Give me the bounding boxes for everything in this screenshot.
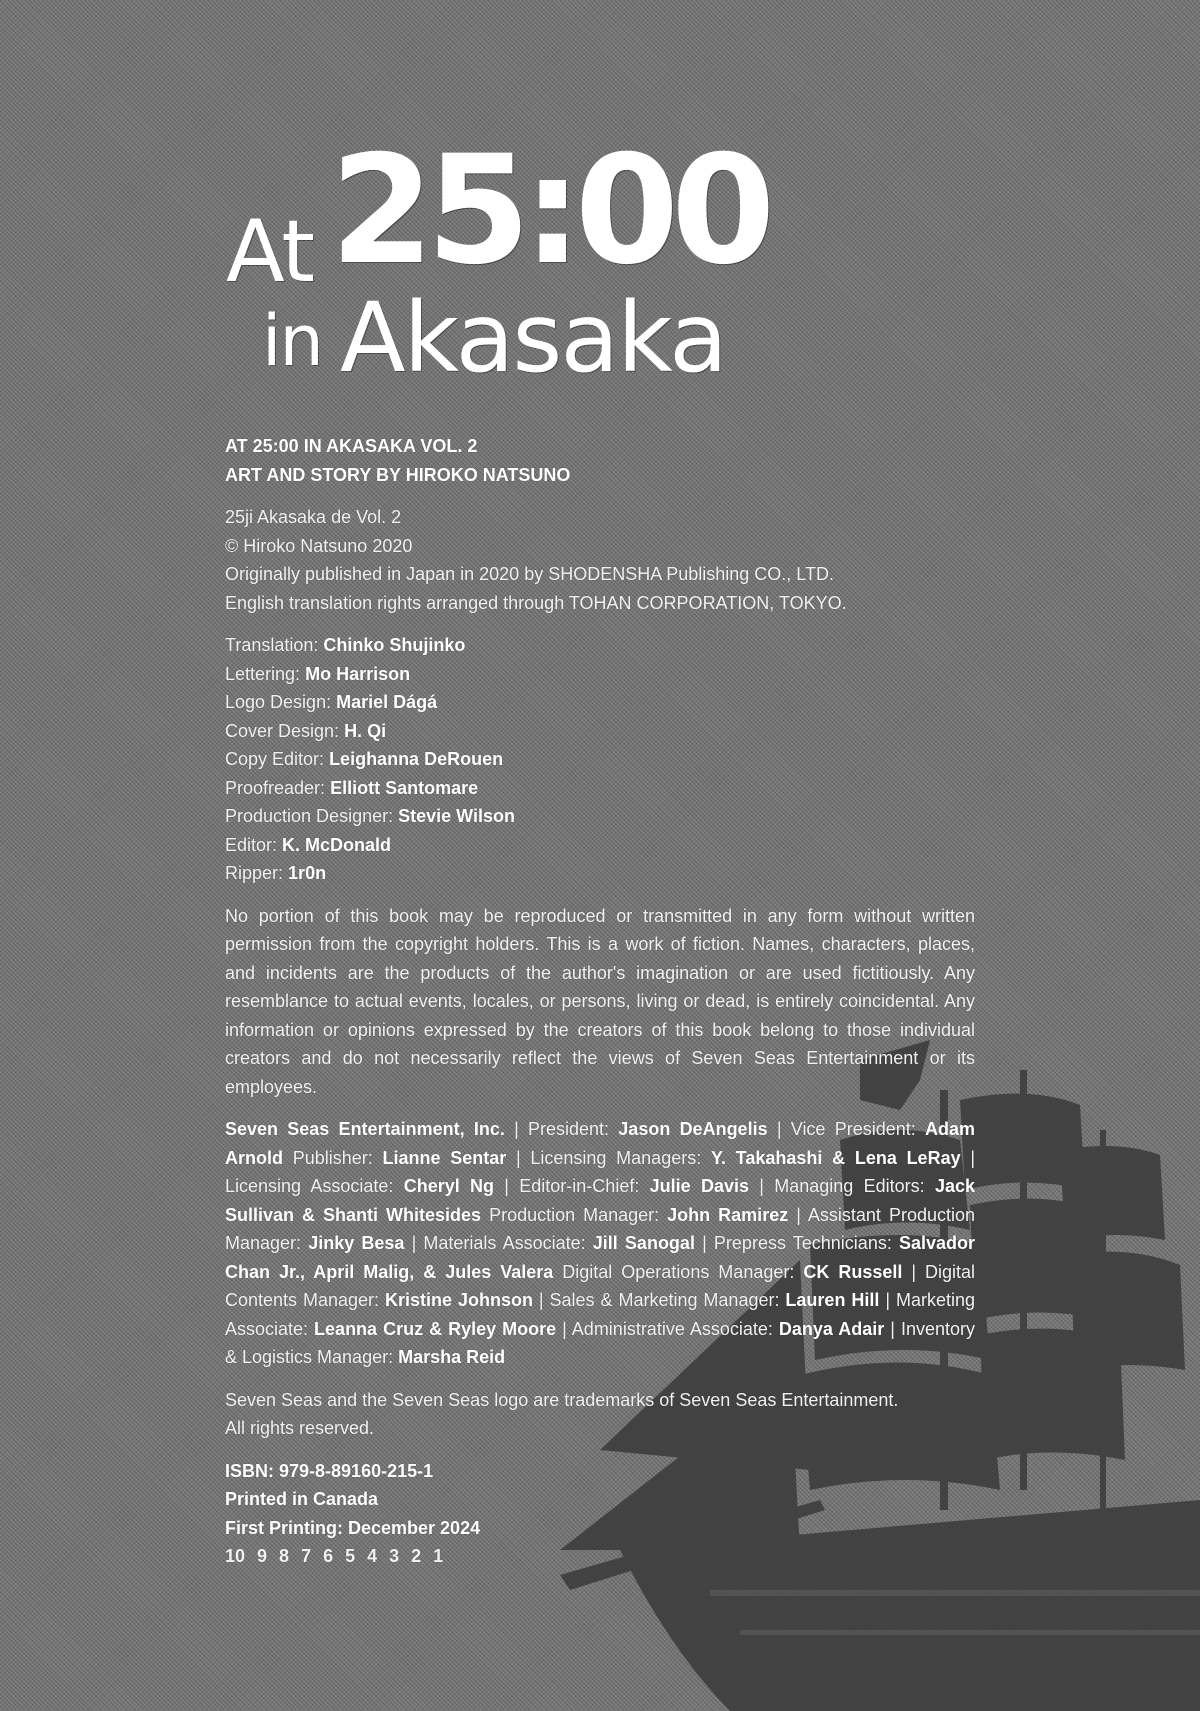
- staff-line: [225, 745, 975, 774]
- staff-role: Proofreader:: [225, 777, 326, 798]
- credit-name: Jill Sanogal: [592, 1233, 695, 1253]
- staff-line: [225, 660, 975, 689]
- original-publication: [225, 503, 975, 617]
- credit-name: Cheryl Ng: [403, 1176, 495, 1196]
- series-logo: [222, 124, 768, 410]
- logo-place: Akasaka: [340, 282, 726, 394]
- credit-name: CK Russell: [803, 1261, 903, 1282]
- translation-rights: English translation rights arranged through TOHAN CORPORATION, TOKYO.: [225, 592, 847, 613]
- credit-name: Leanna Cruz & Ryley Moore: [314, 1318, 557, 1339]
- printing-digit: 5: [345, 1546, 356, 1566]
- printing-digit: 7: [301, 1546, 312, 1566]
- staff-line: [225, 831, 975, 860]
- staff-role: Cover Design:: [225, 720, 340, 741]
- legal-notice: No portion of this book may be reproduced or transmitted in any form without written permission from the copyright holders. This is a work of fiction. Names, characters, places, and incidents are the products of the author's imagination or are used fictitiously. Any resemblance to actual events, locales, or persons, living or dead, is entirely coincidental. Any information or opinions expressed by the creators of this book belong to those individual creators and do not necessarily reflect the views of Seven Seas Entertainment or its employees.: [225, 905, 975, 1097]
- staff-name: K. McDonald: [282, 834, 392, 855]
- logo-in: in: [262, 300, 322, 382]
- printing-digit: 9: [257, 1546, 268, 1566]
- printed-country: Printed in Canada: [225, 1489, 379, 1509]
- staff-role: Ripper:: [225, 863, 284, 883]
- credit-name: Lauren Hill: [785, 1290, 880, 1310]
- staff-role: Logo Design:: [225, 692, 332, 712]
- copyright-page-content: [225, 432, 975, 1585]
- printing-digit: 2: [411, 1546, 422, 1566]
- staff-line: [225, 717, 975, 746]
- credit-role: | Editor-in-Chief:: [494, 1176, 650, 1196]
- staff-role: Lettering:: [225, 663, 301, 684]
- credit-name: Jinky Besa: [308, 1233, 405, 1253]
- credit-name: Kristine Johnson: [384, 1290, 533, 1310]
- original-publisher: Originally published in Japan in 2020 by SHODENSHA Publishing CO., LTD.: [225, 564, 834, 584]
- printing-digit: 8: [279, 1546, 290, 1566]
- staff-line: [225, 802, 975, 831]
- printing-digit: 10: [225, 1546, 246, 1566]
- staff-role: Translation:: [225, 635, 319, 655]
- credit-name: Lianne Sentar: [382, 1147, 507, 1168]
- isbn: ISBN: 979-8-89160-215-1: [225, 1460, 434, 1481]
- staff-line: [225, 774, 975, 803]
- staff-role: Copy Editor:: [225, 749, 325, 769]
- credit-role: | Licensing Associate:: [225, 1147, 975, 1196]
- credit-name: Marsha Reid: [398, 1347, 506, 1367]
- trademark-notice: [225, 1386, 975, 1443]
- original-title: 25ji Akasaka de Vol. 2: [225, 507, 402, 527]
- logo-time: 25:00: [330, 124, 768, 298]
- credit-role: | Inventory & Logistics Manager:: [225, 1318, 975, 1367]
- credit-name: Y. Takahashi & Lena LeRay: [710, 1147, 961, 1168]
- book-byline: ART AND STORY BY HIROKO NATSUNO: [225, 464, 571, 485]
- copyright-notice: © Hiroko Natsuno 2020: [225, 535, 413, 556]
- printing-digit: 4: [367, 1546, 378, 1566]
- credit-name: John Ramirez: [667, 1204, 789, 1225]
- credit-name: Danya Adair: [778, 1318, 885, 1339]
- staff-name: Elliott Santomare: [330, 777, 479, 798]
- credit-role: | President:: [504, 1119, 619, 1139]
- credit-role: | Administrative Associate:: [556, 1318, 779, 1339]
- trademark-line: Seven Seas and the Seven Seas logo are trademarks of Seven Seas Entertainment.: [225, 1389, 899, 1410]
- printing-digit: 1: [433, 1546, 444, 1566]
- credit-role: Digital Operations Manager:: [553, 1261, 804, 1282]
- staff-name: Leighanna DeRouen: [329, 749, 504, 769]
- staff-line: [225, 688, 975, 717]
- book-title: AT 25:00 IN AKASAKA VOL. 2: [225, 436, 478, 456]
- staff-line: [225, 859, 975, 888]
- credit-name: Salvador Chan Jr., April Malig, & Jules Valera: [225, 1233, 976, 1282]
- staff-name: Mariel Dágá: [336, 692, 438, 712]
- credit-role: | Managing Editors:: [748, 1176, 935, 1196]
- staff-name: H. Qi: [344, 720, 387, 741]
- printing-digit: 6: [323, 1546, 334, 1566]
- company-credits: [225, 1115, 975, 1372]
- logo-at: At: [226, 202, 314, 302]
- credit-role: | Prepress Technicians:: [694, 1233, 899, 1253]
- rights-reserved: All rights reserved.: [225, 1418, 375, 1438]
- staff-name: Chinko Shujinko: [323, 635, 466, 655]
- credit-name: Adam Arnold: [225, 1119, 975, 1168]
- printing-digit: 3: [389, 1546, 400, 1566]
- staff-name: Mo Harrison: [305, 663, 411, 684]
- credit-role: | Licensing Managers:: [506, 1147, 711, 1168]
- first-printing: First Printing: December 2024: [225, 1517, 481, 1538]
- credit-role: | Sales & Marketing Manager:: [532, 1290, 786, 1310]
- staff-name: 1r0n: [288, 863, 327, 883]
- book-header: [225, 432, 975, 489]
- staff-role: Production Designer:: [225, 806, 394, 826]
- credit-role: | Marketing Associate:: [225, 1290, 975, 1339]
- credit-role: | Assistant Production Manager:: [225, 1204, 975, 1253]
- printing-number-line: [225, 1542, 975, 1571]
- staff-role: Editor:: [225, 834, 278, 855]
- credit-name: Julie Davis: [649, 1176, 749, 1196]
- credit-name: Jack Sullivan & Shanti Whitesides: [225, 1176, 975, 1225]
- staff-line: [225, 631, 975, 660]
- credit-name: Jason DeAngelis: [618, 1119, 768, 1139]
- credit-role: Publisher:: [283, 1147, 383, 1168]
- credit-role: | Digital Contents Manager:: [225, 1261, 976, 1310]
- staff-name: Stevie Wilson: [398, 806, 515, 826]
- credit-role: Production Manager:: [481, 1204, 668, 1225]
- credit-name: Seven Seas Entertainment, Inc.: [225, 1119, 505, 1139]
- staff-credits: [225, 631, 975, 888]
- credit-role: | Vice President:: [767, 1119, 925, 1139]
- printing-info: [225, 1457, 975, 1571]
- credit-role: | Materials Associate:: [404, 1233, 593, 1253]
